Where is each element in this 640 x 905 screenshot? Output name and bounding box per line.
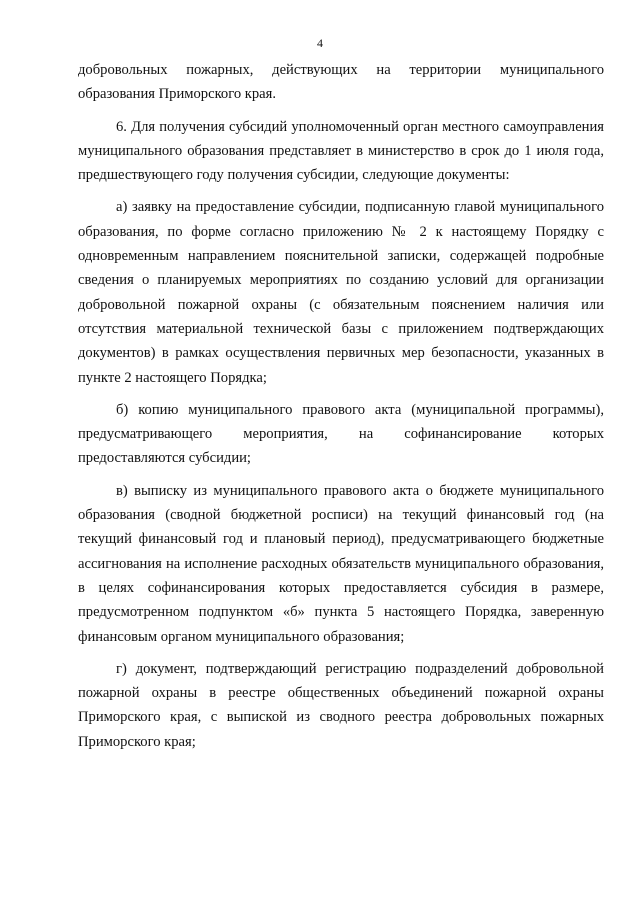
paragraph-subitem-b: б) копию муниципального правового акта (муниципальной программы), предусматривающего мероприятия, на софинансирование которых предоставляются субсидии; <box>78 401 604 467</box>
page-number: 4 <box>317 36 323 50</box>
document-body <box>78 58 604 754</box>
paragraph-subitem-v: в) выписку из муниципального правового акта о бюджете муниципального образования (сводной бюджетной росписи) на текущий финансовый год (на текущий финансовый год и плановый период), предусматривающего бюджетные ассигнования на исполнение расходных обязательств муниципального образования, в целях софинансирования которых предоставляется субсидия в размере, предусмотренном подпунктом «б» пункта 5 настоящего Порядка, заверенную финансовым органом муниципального образования; <box>78 482 604 645</box>
paragraph-subitem-a: а) заявку на предоставление субсидии, подписанную главой муниципального образования, по форме согласно приложению № 2 к настоящему Порядку с одновременным направлением пояснительной записки, содержащей подробные сведения о планируемых мероприятиях по созданию условий для организации добровольной пожарной охраны (с обязательным пояснением наличия или отсутствия материальной технической базы с приложением подтверждающих документов) в рамках осуществления первичных мер безопасности, указанных в пункте 2 настоящего Порядка; <box>78 199 604 386</box>
paragraph-item-6: 6. Для получения субсидий уполномоченный орган местного самоуправления муниципального образования представляет в министерство в срок до 1 июля года, предшествующего году получения субсидии, следующие документы: <box>78 118 604 184</box>
paragraph-subitem-g: г) документ, подтверждающий регистрацию подразделений добровольной пожарной охраны в реестре общественных объединений пожарной охраны Приморского края, с выпиской из сводного реестра добровольных пожарных Приморского края; <box>78 660 604 750</box>
paragraph-continuation: добровольных пожарных, действующих на территории муниципального образования Приморского края. <box>78 62 604 103</box>
